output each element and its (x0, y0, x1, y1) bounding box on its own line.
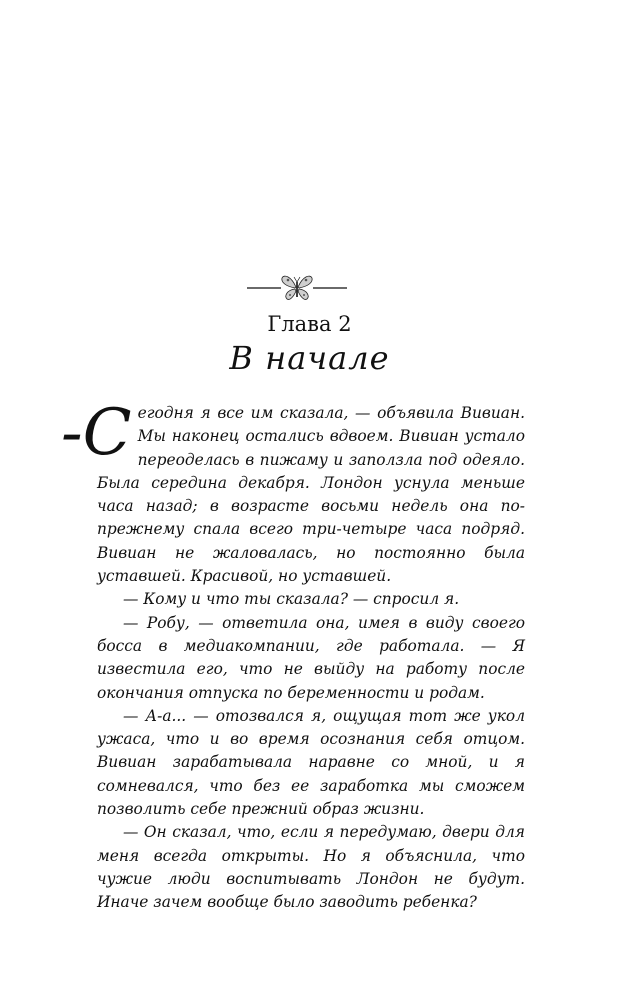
paragraph-2: — Кому и что ты сказала? — спросил я. (123, 590, 460, 609)
chapter-number: Глава 2 (267, 312, 352, 336)
chapter-title: В начале (229, 339, 390, 377)
paragraph-5: — Он сказал, что, если я передумаю, двери для меня всегда открыты. Но я объяснила, что чужие люди воспитывать Лондон не будут. Иначе зачем вообще было заводить ребенка? (97, 823, 525, 912)
paragraph-1-text: егодня я все им сказала, — объявила Вивиан. Мы наконец остались вдвоем. Вивиан устало переоделась в пижаму и заползла под одеяло. Была середина декабря. Лондон уснула меньше часа назад; в возрасте восьми недель она по-прежнему спала всего три-четыре часа подряд. Вивиан не жаловалась, но постоянно была уставшей. Красивой, но уставшей. (97, 404, 525, 586)
paragraph-4: — А-а... — отозвался я, ощущая тот же укол ужаса, что и во время осознания себя отцом. Вивиан зарабатывала наравне со мной, и я сомневался, что без ее заработка мы сможем позволить себе прежний образ жизни. (97, 706, 525, 819)
paragraph-3: — Робу, — ответила она, имея в виду своего босса в медиакомпании, где работала. — Я известила его, что не выйду на работу после окончания отпуска по беременности и родам. (97, 613, 525, 702)
butterfly-icon (247, 268, 347, 308)
paragraph-1 (61, 396, 525, 588)
chapter-text (61, 396, 525, 915)
drop-cap: -С (61, 396, 132, 470)
